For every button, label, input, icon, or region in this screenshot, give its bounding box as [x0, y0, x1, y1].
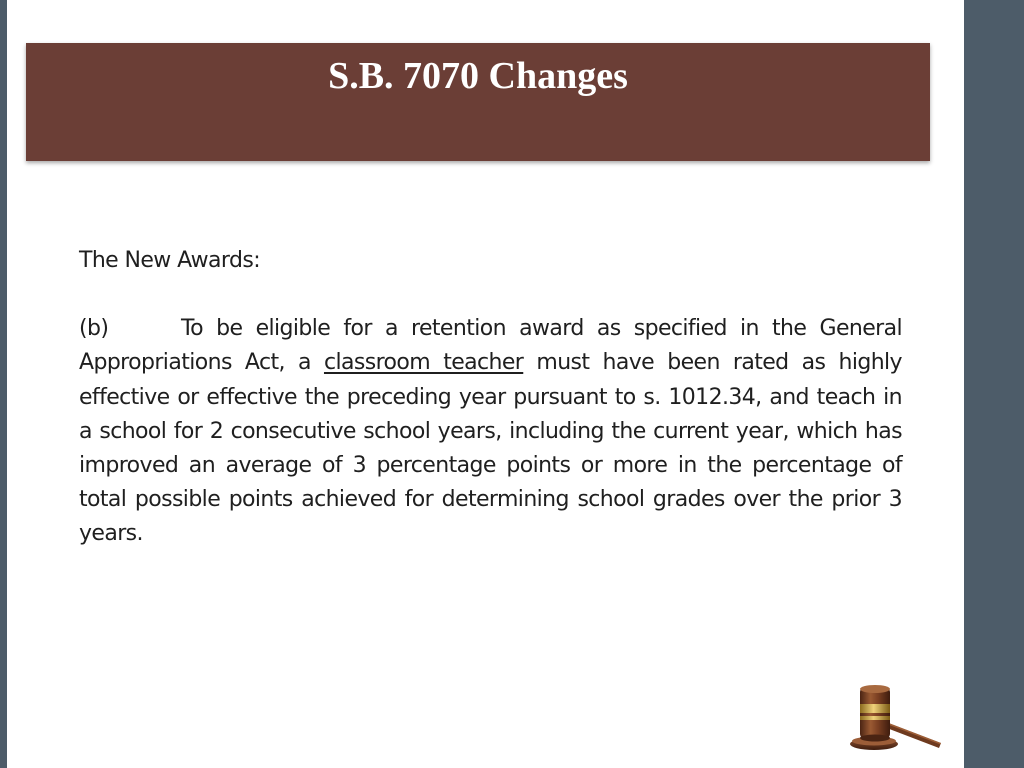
award-paragraph — [79, 312, 902, 551]
paragraph-label: (b) — [79, 316, 109, 342]
section-heading: The New Awards: — [79, 248, 261, 273]
paragraph-underlined-term: classroom teacher — [323, 350, 524, 376]
slide-title: S.B. 7070 Changes — [328, 55, 628, 97]
slide-content — [79, 244, 902, 552]
paragraph-text-before: To be eligible for a retention award as specified in the General Appropriations Act, a — [79, 316, 902, 376]
slide-right-edge — [964, 0, 1024, 768]
paragraph-text-after: must have been rated as highly effective or effective the preceding year pursuant to s. 1012.34, and teach in a school for 2 consecutive school years, including the current year, which has improved an average of 3 percentage points or more in the percentage of total possible points achieved for determining school grades over the prior 3 years. — [79, 350, 902, 547]
gavel-icon — [846, 682, 946, 754]
slide-left-edge — [0, 0, 7, 768]
